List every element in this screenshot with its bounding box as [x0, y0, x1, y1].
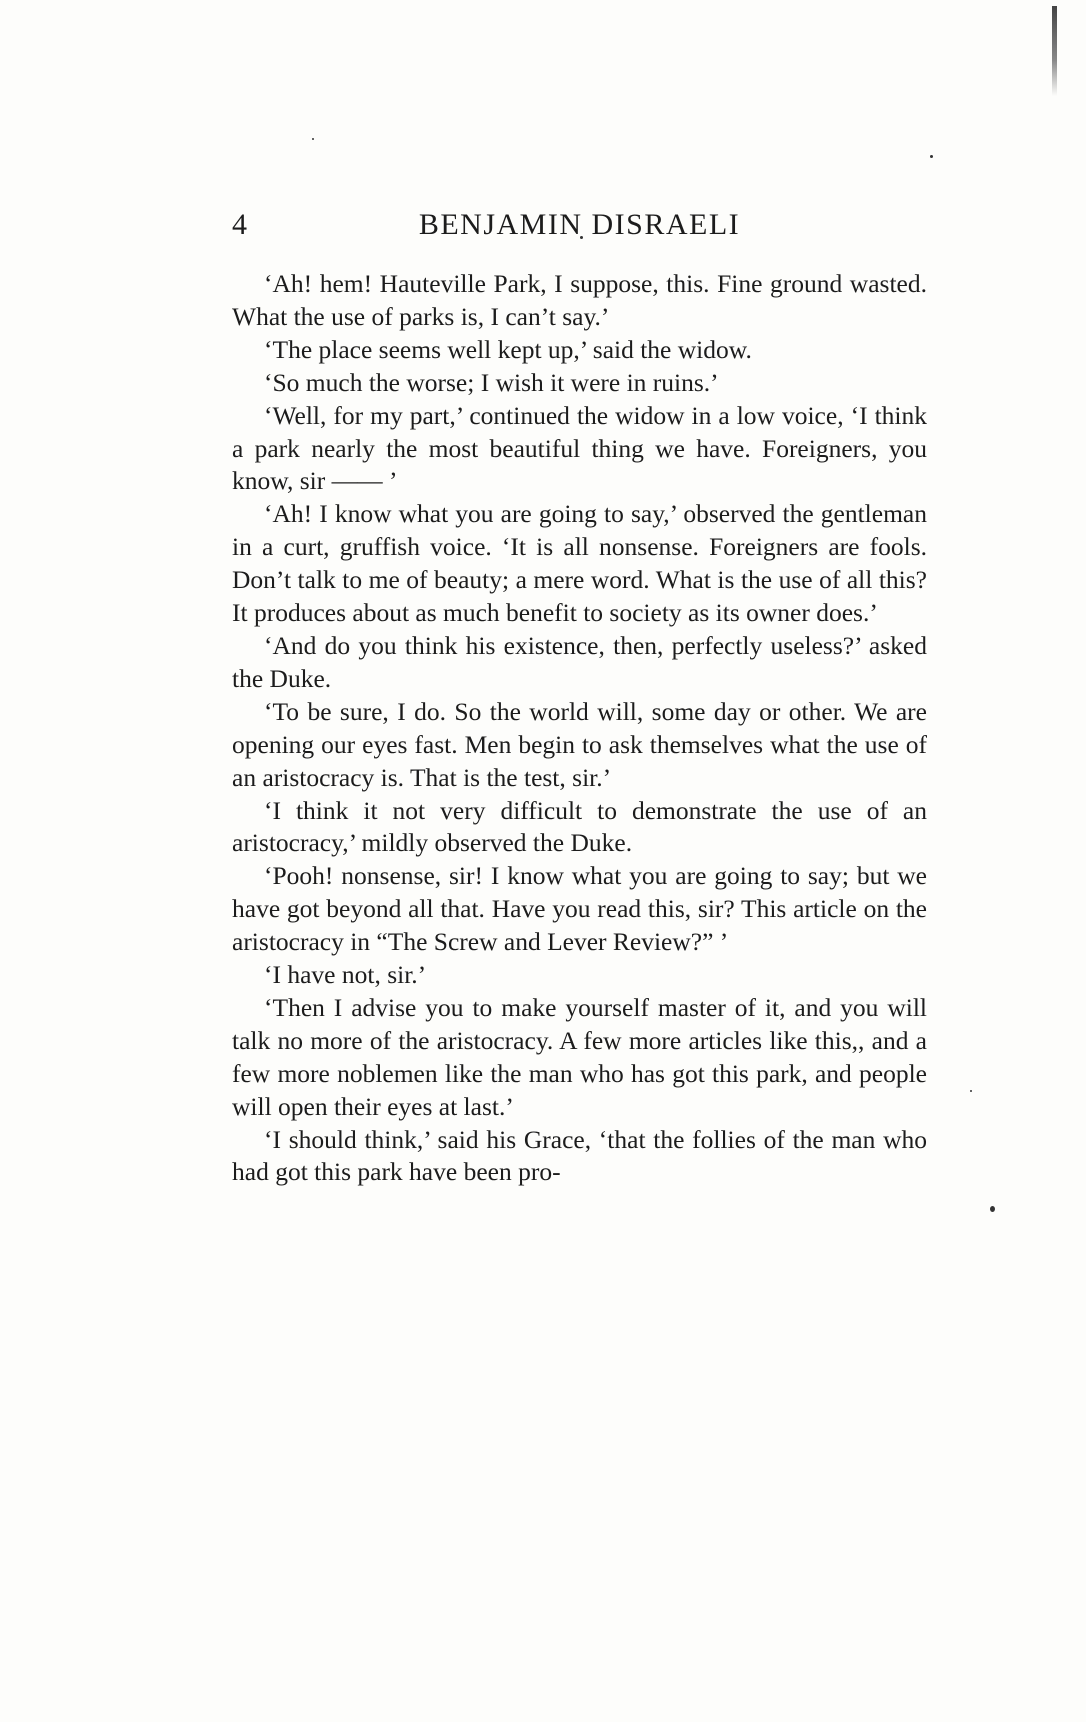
paragraph: ‘Then I advise you to make yourself master of it, and you will talk no more of the aristocracy. A few more articles like this,, and a few more noblemen like the man who has got this park, and people will open their eyes at last.’ [232, 992, 927, 1121]
speck [970, 1090, 972, 1092]
speck [930, 155, 933, 158]
paragraph: ‘So much the worse; I wish it were in ruins.’ [264, 367, 719, 397]
paragraph: ‘I think it not very difficult to demonstrate the use of an aristocracy,’ mildly observed the Duke. [232, 795, 927, 858]
body-text [232, 268, 927, 1189]
paragraph: ‘Well, for my part,’ continued the widow in a low voice, ‘I think a park nearly the most beautiful thing we have. Foreigners, you know, sir —— ’ [232, 400, 927, 496]
paragraph: ‘I should think,’ said his Grace, ‘that the follies of the man who had got this park have been pro- [232, 1124, 927, 1187]
speck [312, 138, 314, 140]
paragraph: ‘I have not, sir.’ [264, 960, 427, 990]
paragraph: ‘Pooh! nonsense, sir! I know what you are going to say; but we have got beyond all that. Have you read this, sir? This article on the aristocracy in “The Screw and Lever Review?” ’ [232, 861, 927, 957]
paragraph: ‘Ah! hem! Hauteville Park, I suppose, this. Fine ground wasted. What the use of parks is, I can’t say.’ [232, 269, 927, 331]
paragraph: ‘To be sure, I do. So the world will, some day or other. We are opening our eyes fast. Men begin to ask themselves what the use of an aristocracy is. That is the test, sir.’ [232, 696, 927, 792]
page-edge-mark [1052, 6, 1057, 96]
page-header [232, 205, 927, 245]
page-number: 4 [232, 208, 247, 241]
speck [990, 1206, 995, 1212]
paragraph: ‘Ah! I know what you are going to say,’ observed the gentleman in a curt, gruffish voice. ‘It is all nonsense. Foreigners are fools. Don’t talk to me of beauty; a mere word. What is the use of all this? It produces about as much benefit to society as its owner does.’ [232, 499, 927, 628]
paragraph: ‘The place seems well kept up,’ said the widow. [264, 334, 752, 364]
paragraph: ‘And do you think his existence, then, perfectly useless?’ asked the Duke. [232, 630, 927, 693]
running-title: BENJAMIN DISRAELI [418, 208, 741, 241]
